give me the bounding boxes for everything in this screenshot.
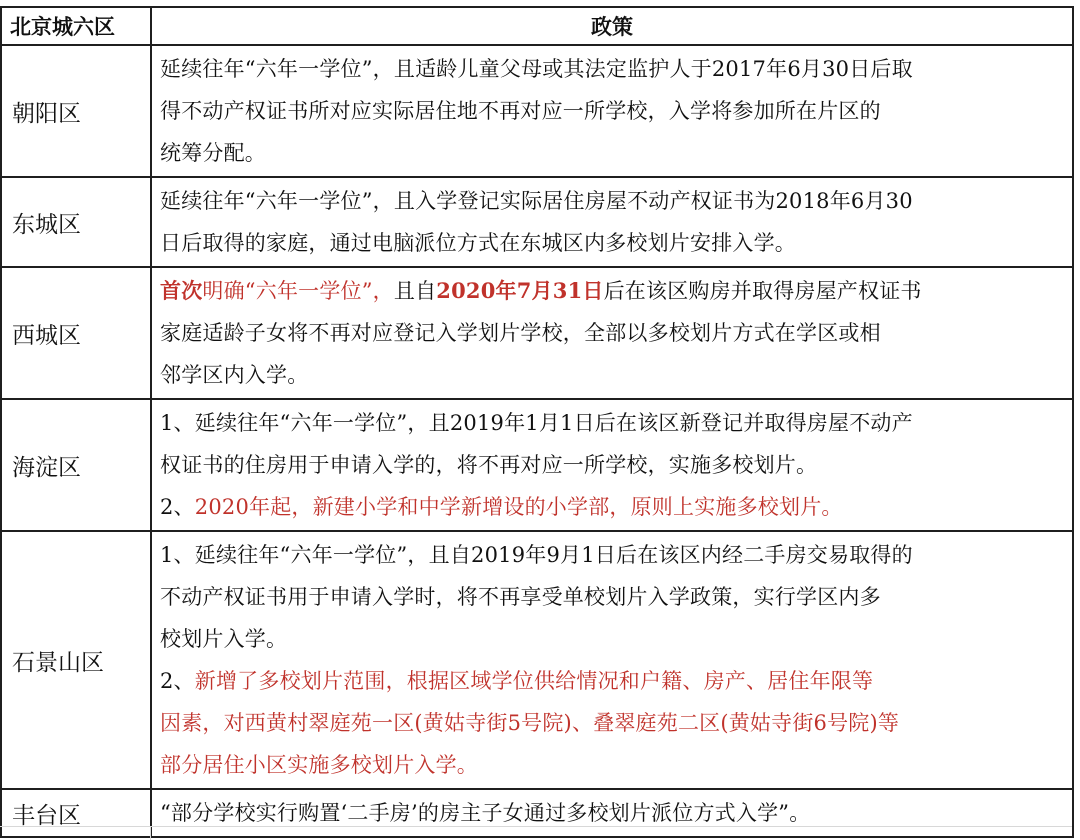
table-row [1,399,1073,531]
policy-line: 日后取得的家庭，通过电脑派位方式在东城区内多校划片安排入学。 [160,231,796,255]
table-row [1,531,1073,789]
policy-line: 得不动产权证书所对应实际居住地不再对应一所学校，入学将参加所在片区的 [160,99,881,123]
header-district: 北京城六区 [1,7,151,45]
policy-line: 不动产权证书用于申请入学时，将不再享受单校划片入学政策，实行学区内多 [160,585,881,609]
policy-table [0,6,1074,838]
spreadsheet-gridline [0,826,1072,840]
highlight-line: 因素，对西黄村翠庭苑一区(黄姑寺街5号院)、叠翠庭苑二区(黄姑寺街6号院)等 [160,711,900,735]
policy-text [151,531,1073,789]
policy-line [160,660,1064,702]
policy-line: 权证书的住房用于申请入学的，将不再对应一所学校，实施多校划片。 [160,453,818,477]
policy-fragment: 且自 [393,279,437,303]
policy-line: 延续往年“六年一学位”，且适龄儿童父母或其法定监护人于2017年6月30日后取 [160,57,913,81]
table-row [1,45,1073,177]
policy-line [160,486,1064,528]
policy-line: 1、延续往年“六年一学位”，且自2019年9月1日后在该区内经二手房交易取得的 [160,543,913,567]
policy-text [151,399,1073,531]
policy-line: 家庭适龄子女将不再对应登记入学划片学校，全部以多校划片方式在学区或相 [160,321,881,345]
policy-line: 统筹分配。 [160,141,266,165]
policy-line: 延续往年“六年一学位”，且入学登记实际居住房屋不动产权证书为2018年6月30 [160,189,913,213]
highlight-point: 2020年起，新建小学和中学新增设的小学部，原则上实施多校划片。 [194,495,843,519]
district-name: 东城区 [1,177,151,267]
policy-line: 1、延续往年“六年一学位”，且2019年1月1日后在该区新登记并取得房屋不动产 [160,411,913,435]
policy-line: 校划片入学。 [160,627,288,651]
highlight-point: 新增了多校划片范围，根据区域学位供给情况和户籍、房产、居住年限等 [194,669,874,693]
district-name: 海淀区 [1,399,151,531]
table-row [1,177,1073,267]
district-name: 西城区 [1,267,151,399]
policy-text [151,267,1073,399]
policy-text [151,45,1073,177]
highlight-six-year: 明确“六年一学位”， [202,279,394,303]
spreadsheet-gridline-vertical [150,827,151,840]
district-name: 丰台区 [1,789,151,837]
highlight-first: 首次 [160,278,203,303]
header-policy: 政策 [151,7,1073,45]
highlight-date: 2020年7月31日 [436,278,604,303]
highlight-line: 部分居住小区实施多校划片入学。 [160,753,478,777]
point-prefix: 2、 [160,495,195,519]
policy-line: 邻学区内入学。 [160,363,309,387]
table-header-row [1,7,1073,45]
policy-line: “部分学校实行购置‘二手房’的房主子女通过多校划片派位方式入学”。 [160,801,811,825]
district-name: 朝阳区 [1,45,151,177]
district-name: 石景山区 [1,531,151,789]
policy-text [151,177,1073,267]
policy-fragment: 后在该区购房并取得房屋产权证书 [603,279,922,303]
table-row [1,267,1073,399]
point-prefix: 2、 [160,669,195,693]
policy-line [160,270,1064,312]
